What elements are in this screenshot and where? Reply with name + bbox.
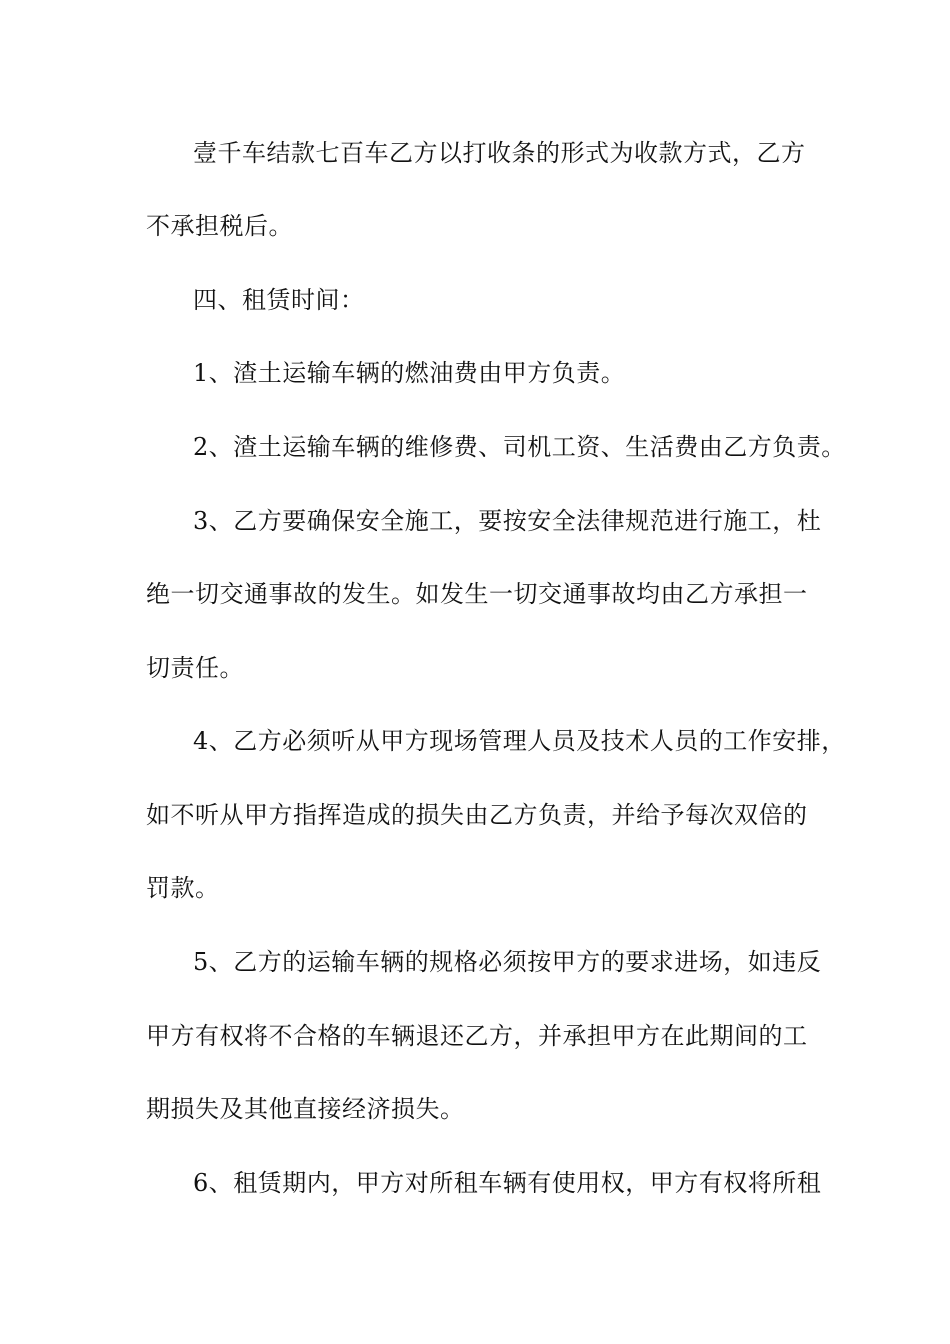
text-line: 3、乙方要确保安全施工，要按安全法律规范进行施工，杜 bbox=[193, 507, 822, 535]
text-line: 如不听从甲方指挥造成的损失由乙方负责，并给予每次双倍的 bbox=[146, 801, 808, 829]
text-line: 壹千车结款七百车乙方以打收条的形式为收款方式，乙方 bbox=[193, 139, 806, 167]
text-line: 5、乙方的运输车辆的规格必须按甲方的要求进场，如违反 bbox=[193, 948, 822, 976]
text-line: 4、乙方必须听从甲方现场管理人员及技术人员的工作安排， bbox=[193, 727, 846, 755]
text-line: 2、渣土运输车辆的维修费、司机工资、生活费由乙方负责。 bbox=[193, 433, 846, 461]
text-line: 6、租赁期内，甲方对所租车辆有使用权，甲方有权将所租 bbox=[193, 1169, 822, 1197]
section-heading: 四、租赁时间： bbox=[193, 286, 365, 314]
text-line: 期损失及其他直接经济损失。 bbox=[146, 1095, 465, 1123]
text-line: 1、渣土运输车辆的燃油费由甲方负责。 bbox=[193, 359, 626, 387]
text-line: 切责任。 bbox=[146, 654, 244, 682]
text-line: 不承担税后。 bbox=[146, 212, 293, 240]
text-line: 甲方有权将不合格的车辆退还乙方，并承担甲方在此期间的工 bbox=[146, 1022, 808, 1050]
text-line: 罚款。 bbox=[146, 874, 220, 902]
text-line: 绝一切交通事故的发生。如发生一切交通事故均由乙方承担一 bbox=[146, 580, 808, 608]
